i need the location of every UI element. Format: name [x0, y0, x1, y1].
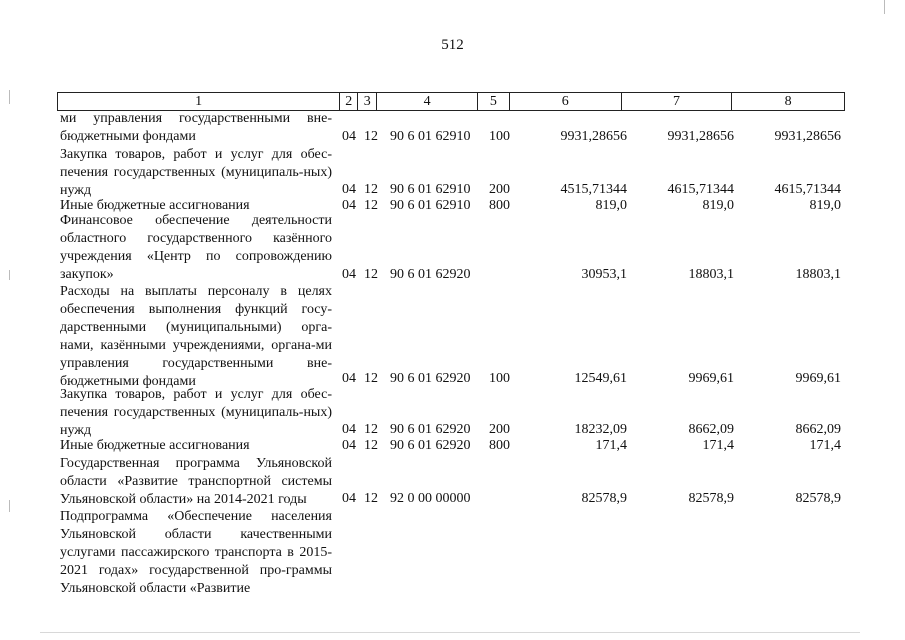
row-description: Подпрограмма «Обеспечение населения Ульяновской области качественными услугами пассажирского транспорта в 2015-2021 годах» государственной про-граммы Ульяновской области «Развитие [60, 509, 332, 596]
row-pr: 12 [364, 438, 378, 453]
row-description: Иные бюджетные ассигнования [60, 438, 250, 453]
table-header [57, 92, 845, 111]
row-rz: 04 [342, 371, 356, 386]
row-value-7: 4615,71344 [667, 182, 734, 197]
row-rz: 04 [342, 438, 356, 453]
header-col-2: 2 [340, 93, 358, 110]
row-rz: 04 [342, 491, 356, 506]
row-rz: 04 [342, 129, 356, 144]
row-value-7: 819,0 [702, 198, 734, 213]
row-pr: 12 [364, 267, 378, 282]
row-vr: 100 [489, 129, 510, 144]
row-description: Государственная программа Ульяновской области «Развитие транспортной системы Ульяновской области» на 2014-2021 годы [60, 456, 332, 507]
row-csr: 90 6 01 62920 [390, 438, 471, 453]
row-pr: 12 [364, 491, 378, 506]
row-csr: 90 6 01 62920 [390, 422, 471, 437]
row-pr: 12 [364, 198, 378, 213]
row-value-7: 9969,61 [688, 371, 734, 386]
row-value-7: 8662,09 [688, 422, 734, 437]
row-rz: 04 [342, 267, 356, 282]
row-value-8: 8662,09 [795, 422, 841, 437]
row-value-7: 9931,28656 [667, 129, 734, 144]
row-pr: 12 [364, 422, 378, 437]
row-value-8: 171,4 [809, 438, 841, 453]
row-description: Финансовое обеспечение деятельности областного государственного казённого учреждения «Центр по сопровождению закупок» [60, 213, 332, 282]
row-csr: 90 6 01 62920 [390, 267, 471, 282]
header-col-8: 8 [784, 94, 792, 109]
row-value-6: 18232,09 [574, 422, 627, 437]
row-csr: 90 6 01 62910 [390, 129, 471, 144]
row-value-7: 82578,9 [688, 491, 734, 506]
row-value-8: 82578,9 [795, 491, 841, 506]
row-description: Закупка товаров, работ и услуг для обес-печения государственных (муниципаль-ных) нужд [60, 387, 332, 438]
row-vr: 800 [489, 198, 510, 213]
row-description: Расходы на выплаты персоналу в целях обеспечения выполнения функций госу-дарственными (муниципальными) орга-нами, казёнными учреждениями, органа-ми управления государственными вне-бюджетными фондами [60, 284, 332, 389]
header-col-5: 5 [478, 93, 510, 110]
header-col-6: 6 [510, 93, 622, 110]
scan-mark [40, 632, 860, 633]
scan-mark [9, 90, 10, 104]
header-col-7: 7 [622, 93, 733, 110]
row-csr: 90 6 01 62910 [390, 198, 471, 213]
row-value-7: 18803,1 [688, 267, 734, 282]
row-value-6: 30953,1 [581, 267, 627, 282]
row-value-8: 9969,61 [795, 371, 841, 386]
row-pr: 12 [364, 182, 378, 197]
row-value-7: 171,4 [702, 438, 734, 453]
scan-mark [9, 270, 10, 280]
row-value-6: 82578,9 [581, 491, 627, 506]
row-description: ми управления государственными вне-бюджетными фондами [60, 111, 332, 144]
row-rz: 04 [342, 422, 356, 437]
row-csr: 90 6 01 62920 [390, 371, 471, 386]
header-col-4: 4 [377, 93, 478, 110]
row-value-6: 819,0 [595, 198, 627, 213]
row-vr: 100 [489, 371, 510, 386]
row-value-8: 18803,1 [795, 267, 841, 282]
row-value-8: 4615,71344 [774, 182, 841, 197]
header-col-1: 1 [58, 93, 340, 110]
page-number: 512 [441, 37, 464, 53]
row-vr: 800 [489, 438, 510, 453]
scan-mark [884, 0, 885, 14]
row-csr: 90 6 01 62910 [390, 182, 471, 197]
row-description: Иные бюджетные ассигнования [60, 198, 250, 213]
row-value-6: 12549,61 [574, 371, 627, 386]
row-description: Закупка товаров, работ и услуг для обес-печения государственных (муниципаль-ных) нужд [60, 147, 332, 198]
row-rz: 04 [342, 198, 356, 213]
row-rz: 04 [342, 182, 356, 197]
row-csr: 92 0 00 00000 [390, 491, 471, 506]
scan-mark [9, 500, 10, 512]
row-value-8: 819,0 [809, 198, 841, 213]
header-col-3: 3 [358, 93, 377, 110]
row-value-8: 9931,28656 [774, 129, 841, 144]
row-vr: 200 [489, 422, 510, 437]
row-pr: 12 [364, 129, 378, 144]
row-value-6: 4515,71344 [560, 182, 627, 197]
row-value-6: 9931,28656 [560, 129, 627, 144]
row-pr: 12 [364, 371, 378, 386]
row-vr: 200 [489, 182, 510, 197]
row-value-6: 171,4 [595, 438, 627, 453]
